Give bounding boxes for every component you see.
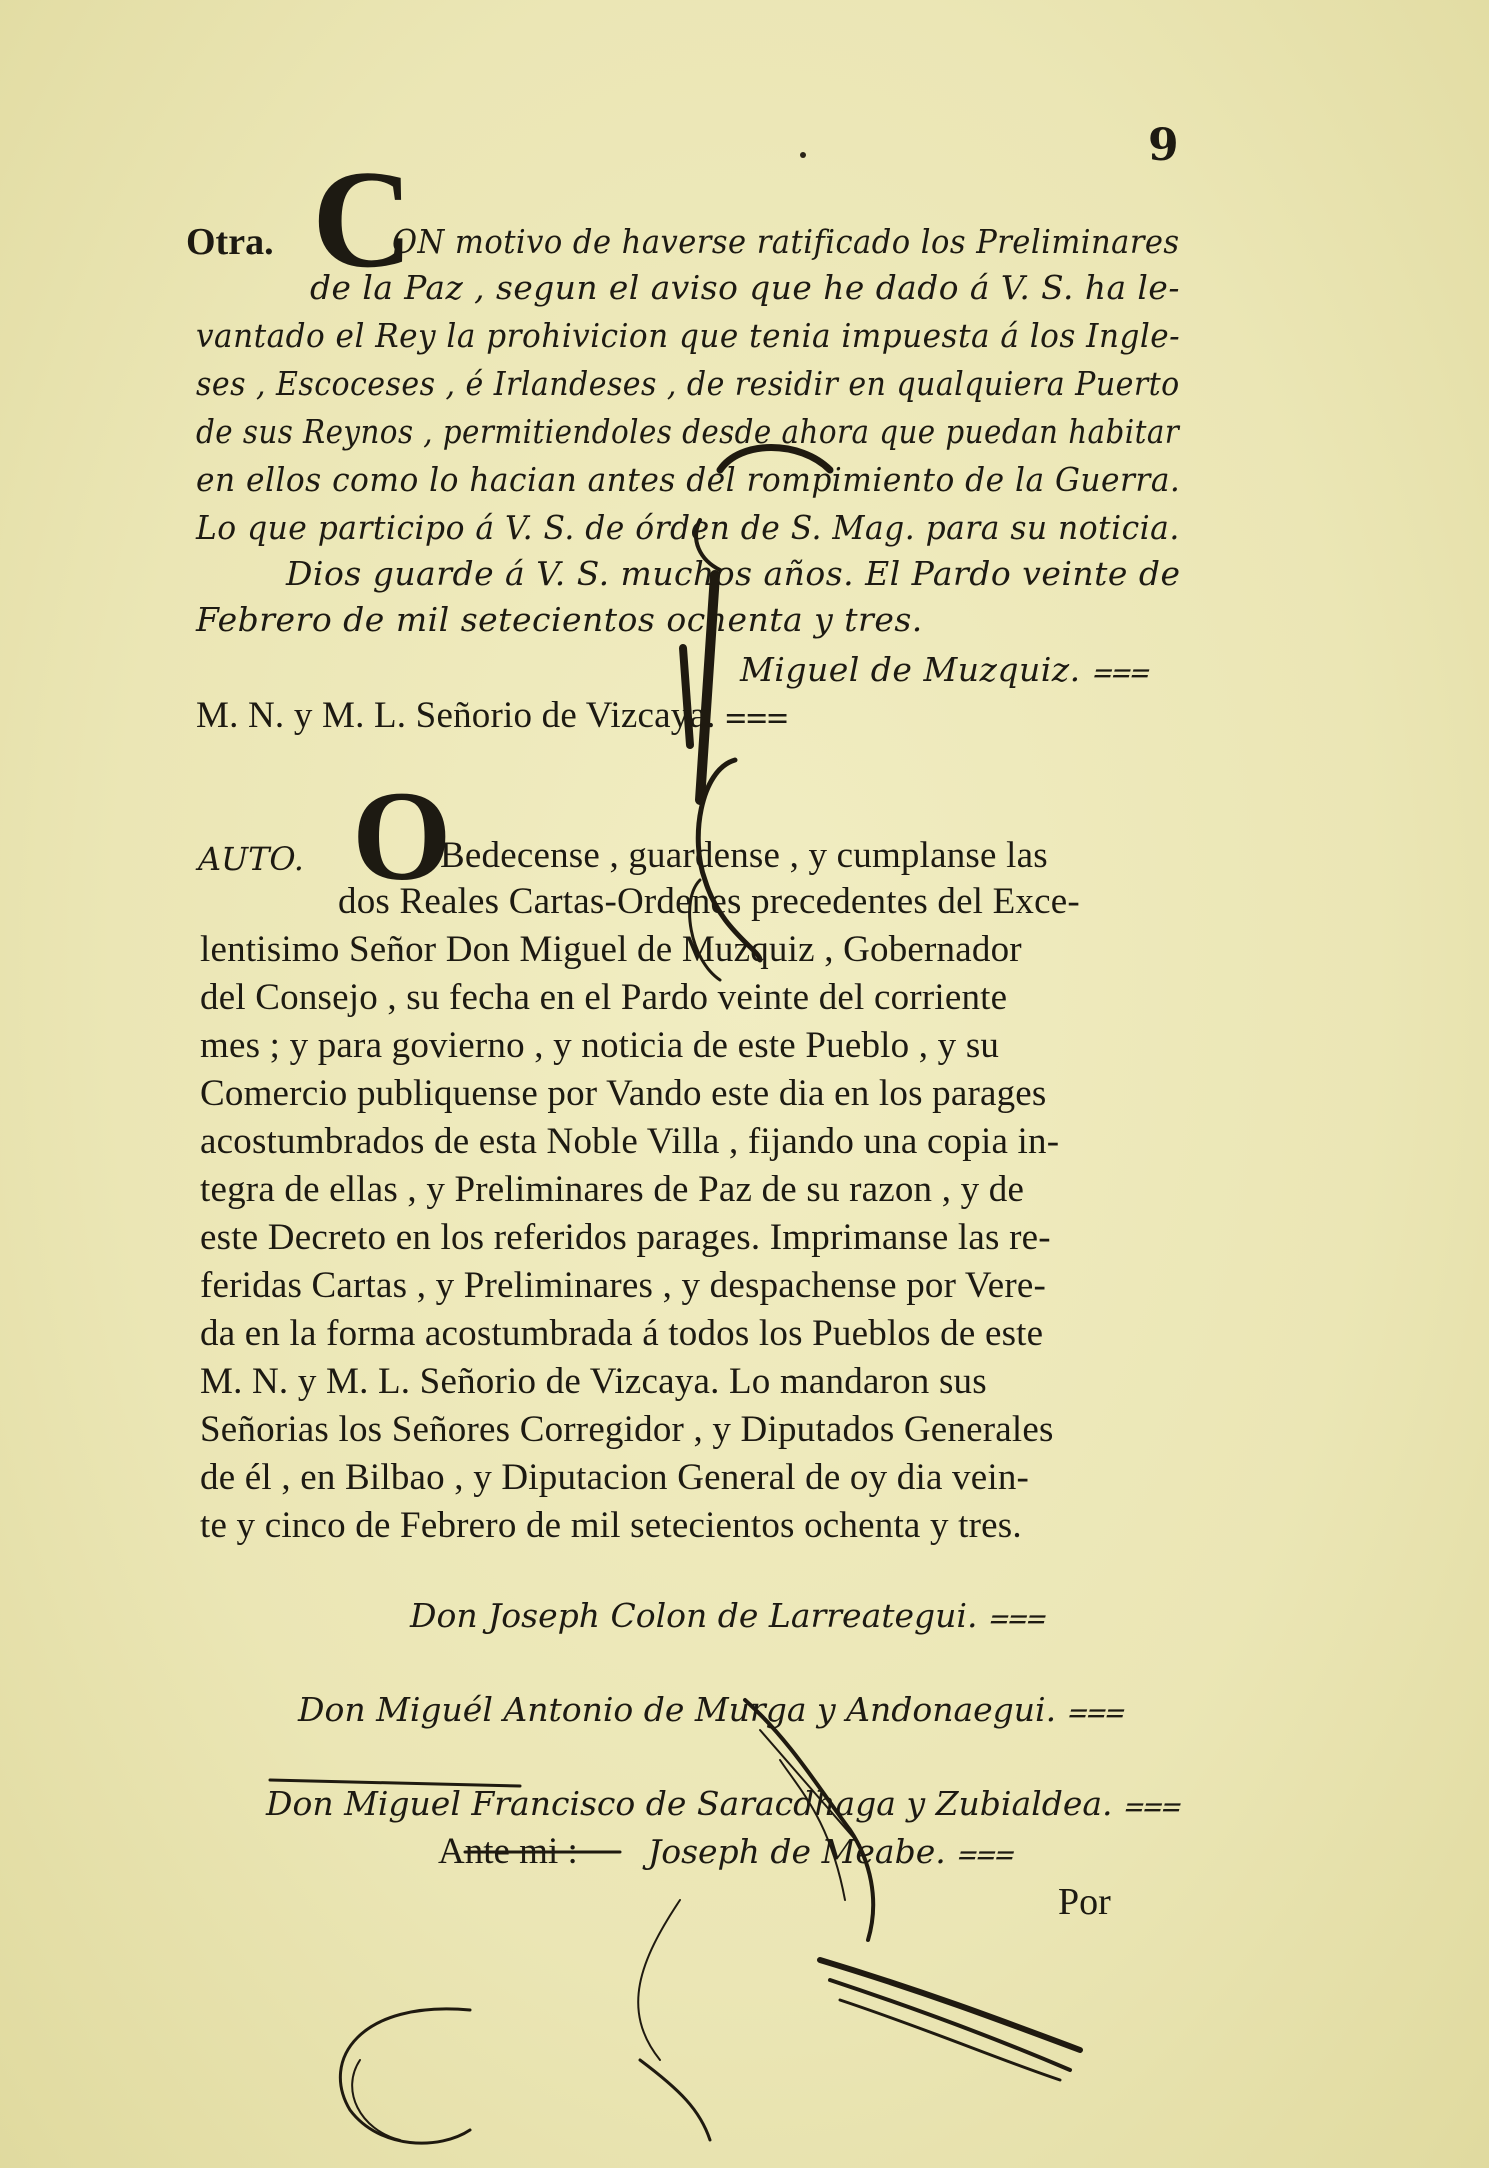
letter-signature: Miguel de Muzquiz. ⩶ bbox=[740, 650, 1149, 689]
auto-line: te y cinco de Febrero de mil setecientos ochenta y tres. bbox=[200, 1505, 1022, 1546]
auto-line: Señorias los Señores Corregidor , y Diputados Generales bbox=[200, 1409, 1054, 1450]
letter-line: ON motivo de haverse ratificado los Preliminares bbox=[392, 222, 1180, 261]
auto-line: este Decreto en los referidos parages. Imprimanse las re- bbox=[200, 1217, 1051, 1258]
auto-line: Comercio publiquense por Vando este dia en los parages bbox=[200, 1073, 1047, 1114]
signature-line: Don Miguél Antonio de Murga y Andonaegui. ⩶ bbox=[298, 1690, 1124, 1729]
letter-line: de sus Reynos , permitiendoles desde ahora que puedan habitar bbox=[196, 412, 1180, 451]
decorative-dot bbox=[800, 152, 806, 158]
auto-line: acostumbrados de esta Noble Villa , fijando una copia in- bbox=[200, 1121, 1060, 1162]
auto-line: mes ; y para govierno , y noticia de este Pueblo , y su bbox=[200, 1025, 1000, 1066]
ante-mi-label: Ante mi : bbox=[438, 1831, 578, 1872]
auto-line: Bedecense , guardense , y cumplanse las bbox=[440, 835, 1048, 876]
letter-line: vantado el Rey la prohivicion que tenia impuesta á los Ingle- bbox=[196, 316, 1181, 355]
letter-drop-cap: C bbox=[312, 142, 414, 297]
letter-line: de la Paz , segun el aviso que he dado á V. S. ha le- bbox=[310, 268, 1180, 307]
auto-margin-label: AUTO. bbox=[198, 840, 304, 878]
auto-line: tegra de ellas , y Preliminares de Paz de su razon , y de bbox=[200, 1169, 1025, 1210]
page-number: 9 bbox=[1148, 120, 1179, 171]
auto-line: de él , en Bilbao , y Diputacion General de oy dia vein- bbox=[200, 1457, 1030, 1498]
auto-drop-cap: O bbox=[352, 765, 452, 907]
letter-line: Lo que participo á V. S. de órden de S. Mag. para su noticia. bbox=[196, 508, 1180, 547]
auto-line: feridas Cartas , y Preliminares , y despachense por Vere- bbox=[200, 1265, 1047, 1306]
letter-line: Dios guarde á V. S. muchos años. El Pardo veinte de bbox=[286, 554, 1181, 593]
letter-line: Febrero de mil setecientos ochenta y tres. bbox=[196, 600, 923, 639]
auto-line: dos Reales Cartas-Ordenes precedentes del Exce- bbox=[338, 881, 1080, 922]
letter-margin-label: Otra. bbox=[186, 221, 274, 263]
auto-line: M. N. y M. L. Señorio de Vizcaya. Lo mandaron sus bbox=[200, 1361, 987, 1402]
auto-line: del Consejo , su fecha en el Pardo veinte del corriente bbox=[200, 977, 1008, 1018]
auto-line: lentisimo Señor Don Miguel de Muzquiz , Gobernador bbox=[200, 929, 1022, 970]
signature-line: Don Joseph Colon de Larreategui. ⩶ bbox=[410, 1596, 1045, 1635]
letter-addressee: M. N. y M. L. Señorio de Vizcaya. ⩶ bbox=[196, 695, 789, 736]
letter-line: ses , Escoceses , é Irlandeses , de residir en qualquiera Puerto bbox=[196, 364, 1180, 403]
catchword: Por bbox=[1058, 1881, 1111, 1923]
letter-line: en ellos como lo hacian antes del rompimiento de la Guerra. bbox=[196, 460, 1181, 499]
signature-line: Don Miguel Francisco de Saracdhaga y Zubialdea. ⩶ bbox=[266, 1784, 1180, 1823]
auto-line: da en la forma acostumbrada á todos los Pueblos de este bbox=[200, 1313, 1044, 1354]
notary-signature: Joseph de Meabe. ⩶ bbox=[648, 1832, 1013, 1871]
